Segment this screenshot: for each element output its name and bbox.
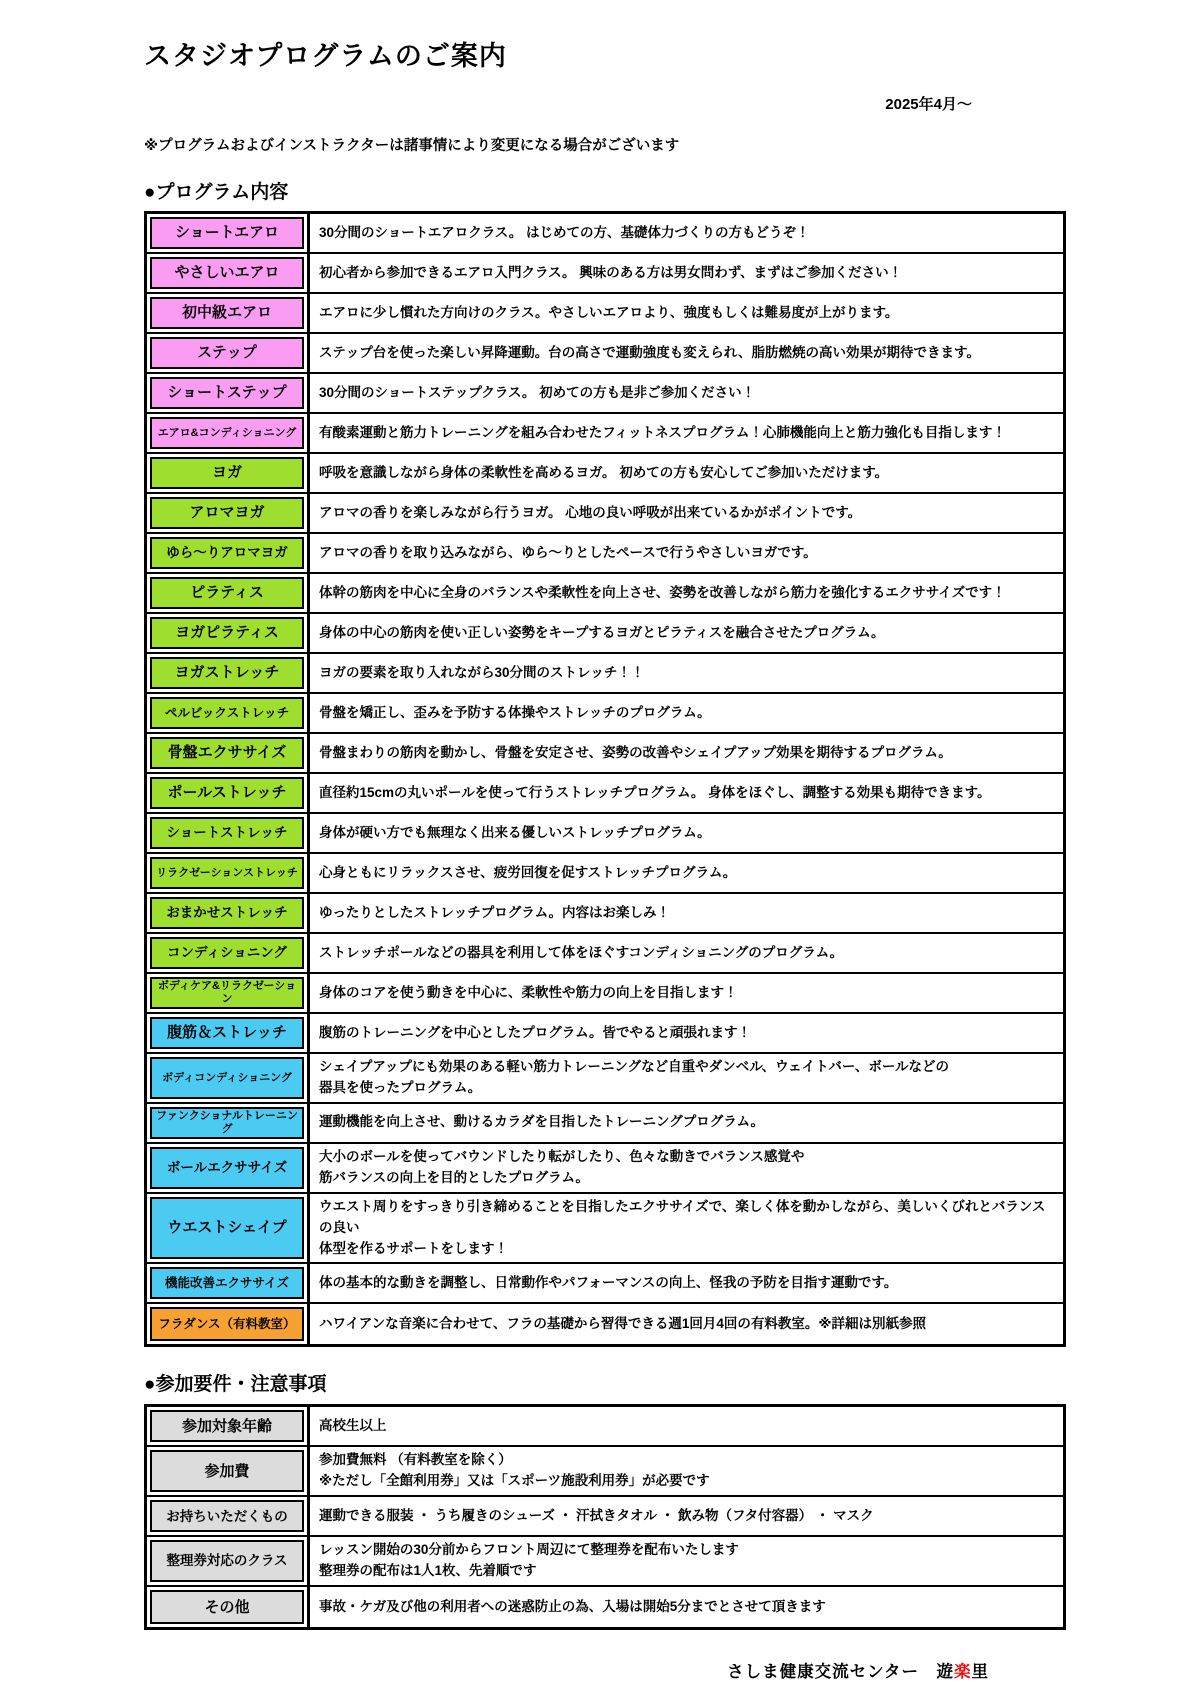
program-row-label-cell bbox=[147, 934, 310, 972]
program-row-label-cell bbox=[147, 1264, 310, 1302]
program-row-description-line: 身体の中心の筋肉を使い正しい姿勢をキープするヨガとピラティスを融合させたプログラム。 bbox=[319, 624, 885, 640]
requirement-row bbox=[147, 1447, 1063, 1497]
facility-name-highlight: 楽 bbox=[954, 1663, 972, 1682]
program-row-label-cell bbox=[147, 654, 310, 692]
program-row bbox=[147, 894, 1063, 934]
requirement-row-description bbox=[310, 1587, 1063, 1627]
program-row-label: 腹筋＆ストレッチ bbox=[150, 1017, 304, 1049]
program-row-description-line: 身体が硬い方でも無理なく出来る優しいストレッチプログラム。 bbox=[319, 824, 711, 840]
program-row-description bbox=[310, 854, 1063, 892]
facility-name bbox=[144, 1658, 989, 1682]
program-row-label: フラダンス（有料教室） bbox=[150, 1307, 304, 1341]
program-row-description-line: 体の基本的な動きを調整し、日常動作やパフォーマンスの向上、怪我の予防を目指す運動です。 bbox=[319, 1274, 898, 1290]
program-row-label: 機能改善エクササイズ bbox=[150, 1267, 304, 1299]
requirement-row-description-line: 高校生以上 bbox=[319, 1417, 387, 1433]
program-row-description-line: 運動機能を向上させ、動けるカラダを目指したトレーニングプログラム。 bbox=[319, 1114, 764, 1130]
program-row-description-line: 骨盤を矯正し、歪みを予防する体操やストレッチのプログラム。 bbox=[319, 704, 711, 720]
program-row-description bbox=[310, 894, 1063, 932]
program-row bbox=[147, 414, 1063, 454]
program-row-description bbox=[310, 334, 1063, 372]
program-row-description bbox=[310, 494, 1063, 532]
facility-name-suffix: 里 bbox=[971, 1663, 989, 1682]
disclaimer-note: ※プログラムおよびインストラクターは諸事情により変更になる場合がございます bbox=[144, 138, 680, 154]
requirement-row-label: 参加費 bbox=[150, 1450, 304, 1492]
program-row bbox=[147, 1194, 1063, 1265]
requirement-row-description-line: レッスン開始の30分前からフロント周辺にて整理券を配布いたします bbox=[319, 1542, 739, 1558]
program-row-label-cell bbox=[147, 814, 310, 852]
program-row-description bbox=[310, 454, 1063, 492]
program-row-description-line: 筋バランスの向上を目的としたプログラム。 bbox=[319, 1169, 589, 1185]
program-row-description-line: 心身ともにリラックスさせ、疲労回復を促すストレッチプログラム。 bbox=[319, 864, 737, 880]
program-row-label-cell bbox=[147, 494, 310, 532]
program-row-label: 初中級エアロ bbox=[150, 297, 304, 329]
requirement-row-label: その他 bbox=[150, 1590, 304, 1624]
program-row-description bbox=[310, 974, 1063, 1012]
program-row-label-cell bbox=[147, 734, 310, 772]
program-row-label-cell bbox=[147, 614, 310, 652]
program-row-label-cell bbox=[147, 214, 310, 252]
program-row-label: ヨガストレッチ bbox=[150, 657, 304, 689]
program-row bbox=[147, 374, 1063, 414]
requirement-row-label: お持ちいただくもの bbox=[150, 1500, 304, 1532]
requirement-row-description-line: 参加費無料 （有料教室を除く） bbox=[319, 1452, 512, 1468]
program-row bbox=[147, 534, 1063, 574]
program-row-description bbox=[310, 1304, 1063, 1344]
program-row-description-line: ハワイアンな音楽に合わせて、フラの基礎から習得できる週1回月4回の有料教室。※詳細は別紙参照 bbox=[319, 1315, 927, 1331]
program-row-label: ショートストレッチ bbox=[150, 817, 304, 849]
requirement-row-label-cell bbox=[147, 1407, 310, 1445]
program-row-label-cell bbox=[147, 1014, 310, 1052]
program-row-label-cell bbox=[147, 454, 310, 492]
program-row bbox=[147, 214, 1063, 254]
page-title: スタジオプログラムのご案内 bbox=[144, 41, 507, 71]
requirement-row bbox=[147, 1497, 1063, 1537]
program-row-label-cell bbox=[147, 254, 310, 292]
program-row-label: ショートステップ bbox=[150, 377, 304, 409]
program-row bbox=[147, 614, 1063, 654]
program-row-description-line: 30分間のショートエアロクラス。 はじめての方、基礎体力づくりの方もどうぞ！ bbox=[319, 224, 810, 240]
program-row-description-line: ゆったりとしたストレッチプログラム。内容はお楽しみ！ bbox=[319, 904, 670, 920]
program-row-label-cell bbox=[147, 534, 310, 572]
program-row-label-cell bbox=[147, 974, 310, 1012]
requirement-row bbox=[147, 1587, 1063, 1627]
program-row-description bbox=[310, 1104, 1063, 1142]
program-row bbox=[147, 454, 1063, 494]
program-row bbox=[147, 1144, 1063, 1194]
effective-date: 2025年4月～ bbox=[885, 96, 972, 113]
program-row bbox=[147, 934, 1063, 974]
program-row-label-cell bbox=[147, 1304, 310, 1344]
requirement-row-description bbox=[310, 1407, 1063, 1445]
program-row-description bbox=[310, 614, 1063, 652]
requirement-row-label-cell bbox=[147, 1447, 310, 1495]
requirement-row-description-line: 事故・ケガ及び他の利用者への迷惑防止の為、入場は開始5分までとさせて頂きます bbox=[319, 1598, 826, 1614]
requirement-row-description-line: ※ただし「全館利用券」又は「スポーツ施設利用券」が必要です bbox=[319, 1473, 710, 1489]
program-row-label: ゆら～りアロマヨガ bbox=[150, 537, 304, 569]
program-row-description-line: 体幹の筋肉を中心に全身のバランスや柔軟性を向上させ、姿勢を改善しながら筋力を強化するエクササイズです！ bbox=[319, 584, 1006, 600]
program-row-label: エアロ&コンディショニング bbox=[150, 417, 304, 449]
program-row-description bbox=[310, 1014, 1063, 1052]
program-row-label: ショートエアロ bbox=[150, 217, 304, 249]
program-row-description bbox=[310, 934, 1063, 972]
program-row-label: ポールストレッチ bbox=[150, 777, 304, 809]
program-row-label: ステップ bbox=[150, 337, 304, 369]
program-row-label: ボディコンディショニング bbox=[150, 1057, 304, 1099]
program-row-description-line: 身体のコアを使う動きを中心に、柔軟性や筋力の向上を目指します！ bbox=[319, 984, 738, 1000]
program-row-description bbox=[310, 694, 1063, 732]
requirement-row bbox=[147, 1537, 1063, 1587]
program-row-description-line: ステップ台を使った楽しい昇降運動。台の高さで運動強度も変えられ、脂肪燃焼の高い効果が期待できます。 bbox=[319, 344, 980, 360]
program-row-label: やさしいエアロ bbox=[150, 257, 304, 289]
program-row bbox=[147, 694, 1063, 734]
program-row-label-cell bbox=[147, 1104, 310, 1142]
program-row-description bbox=[310, 654, 1063, 692]
facility-name-prefix: さしま健康交流センター 遊 bbox=[727, 1663, 954, 1682]
program-row-label-cell bbox=[147, 694, 310, 732]
program-row bbox=[147, 1264, 1063, 1304]
program-row-label: ヨガ bbox=[150, 457, 304, 489]
program-row-description bbox=[310, 574, 1063, 612]
program-row-label: ボディケア&リラクゼーション bbox=[150, 977, 304, 1009]
program-row bbox=[147, 1304, 1063, 1344]
program-row-label: ピラティス bbox=[150, 577, 304, 609]
program-row-description-line: ヨガの要素を取り入れながら30分間のストレッチ！！ bbox=[319, 664, 645, 680]
program-row-description bbox=[310, 1194, 1063, 1263]
program-row bbox=[147, 814, 1063, 854]
program-row bbox=[147, 774, 1063, 814]
program-row-description-line: 器具を使ったプログラム。 bbox=[319, 1079, 482, 1095]
program-row-description bbox=[310, 214, 1063, 252]
program-row-label: ファンクショナルトレーニング bbox=[150, 1107, 304, 1139]
program-row-label-cell bbox=[147, 414, 310, 452]
requirement-row-description-line: 運動できる服装 ・ うち履きのシューズ ・ 汗拭きタオル ・ 飲み物（フタ付容器） ・ マスク bbox=[319, 1507, 874, 1523]
program-row-label: ヨガピラティス bbox=[150, 617, 304, 649]
program-row-description-line: 体型を作るサポートをします！ bbox=[319, 1240, 508, 1256]
program-row-description-line: ウエスト周りをすっきり引き締めることを目指したエクササイズで、楽しく体を動かしながら、美しいくびれとバランスの良い bbox=[319, 1198, 1046, 1235]
program-row-description-line: 骨盤まわりの筋肉を動かし、骨盤を安定させ、姿勢の改善やシェイプアップ効果を期待するプログラム。 bbox=[319, 744, 952, 760]
program-row bbox=[147, 974, 1063, 1014]
program-row-description bbox=[310, 414, 1063, 452]
requirements-section-heading: ●参加要件・注意事項 bbox=[144, 1374, 327, 1396]
program-row-label-cell bbox=[147, 294, 310, 332]
requirement-row-label-cell bbox=[147, 1537, 310, 1585]
program-row-description bbox=[310, 1264, 1063, 1302]
program-row-description bbox=[310, 1054, 1063, 1102]
program-row-label: アロマヨガ bbox=[150, 497, 304, 529]
program-row-label-cell bbox=[147, 854, 310, 892]
program-row bbox=[147, 494, 1063, 534]
program-row bbox=[147, 854, 1063, 894]
program-row-label-cell bbox=[147, 374, 310, 412]
program-row-description-line: ストレッチポールなどの器具を利用して体をほぐすコンディショニングのプログラム。 bbox=[319, 944, 844, 960]
program-row-description bbox=[310, 814, 1063, 852]
program-row-description-line: 有酸素運動と筋力トレーニングを組み合わせたフィットネスプログラム！心肺機能向上と筋力強化も目指します！ bbox=[319, 424, 1006, 440]
program-row-label: 骨盤エクササイズ bbox=[150, 737, 304, 769]
requirement-row-label: 参加対象年齢 bbox=[150, 1410, 304, 1442]
program-row bbox=[147, 254, 1063, 294]
requirement-row-label: 整理券対応のクラス bbox=[150, 1540, 304, 1582]
program-row-description bbox=[310, 774, 1063, 812]
program-row-description bbox=[310, 734, 1063, 772]
program-row-description-line: 呼吸を意識しながら身体の柔軟性を高めるヨガ。 初めての方も安心してご参加いただけます。 bbox=[319, 464, 889, 480]
program-row-description-line: エアロに少し慣れた方向けのクラス。やさしいエアロより、強度もしくは難易度が上がります。 bbox=[319, 304, 899, 320]
requirement-row-description bbox=[310, 1537, 1063, 1585]
program-row bbox=[147, 294, 1063, 334]
program-row-label-cell bbox=[147, 1054, 310, 1102]
program-row-description-line: アロマの香りを楽しみながら行うヨガ。 心地の良い呼吸が出来ているかがポイントです。 bbox=[319, 504, 862, 520]
requirement-row-description-line: 整理券の配布は1人1枚、先着順です bbox=[319, 1563, 537, 1579]
program-row-description bbox=[310, 254, 1063, 292]
program-row bbox=[147, 1014, 1063, 1054]
requirement-row bbox=[147, 1407, 1063, 1447]
program-row-description-line: 大小のボールを使ってバウンドしたり転がしたり、色々な動きでバランス感覚や bbox=[319, 1148, 805, 1164]
program-table bbox=[144, 211, 1066, 1347]
requirements-table bbox=[144, 1404, 1066, 1630]
program-row-description bbox=[310, 294, 1063, 332]
requirement-row-label-cell bbox=[147, 1497, 310, 1535]
program-row-description bbox=[310, 374, 1063, 412]
requirement-row-label-cell bbox=[147, 1587, 310, 1627]
program-row-label: おまかせストレッチ bbox=[150, 897, 304, 929]
program-row bbox=[147, 334, 1063, 374]
program-row bbox=[147, 654, 1063, 694]
program-row-label: ボールエクササイズ bbox=[150, 1147, 304, 1189]
program-row bbox=[147, 734, 1063, 774]
program-row-description bbox=[310, 534, 1063, 572]
requirement-row-description bbox=[310, 1447, 1063, 1495]
program-row-label-cell bbox=[147, 894, 310, 932]
program-row-label: ウエストシェイプ bbox=[150, 1197, 304, 1260]
program-row-description-line: アロマの香りを取り込みながら、ゆら～りとしたペースで行うやさしいヨガです。 bbox=[319, 544, 817, 560]
program-row-description-line: シェイプアップにも効果のある軽い筋力トレーニングなど自重やダンベル、ウェイトバー、ボールなどの bbox=[319, 1059, 950, 1074]
program-row-label-cell bbox=[147, 1144, 310, 1192]
program-row-label-cell bbox=[147, 1194, 310, 1263]
program-row-label: ペルビックストレッチ bbox=[150, 697, 304, 729]
program-row-label-cell bbox=[147, 574, 310, 612]
program-row bbox=[147, 1104, 1063, 1144]
program-row-description-line: 直径約15cmの丸いポールを使って行うストレッチプログラム。 身体をほぐし、調整する効果も期待できます。 bbox=[319, 784, 991, 800]
program-row-description-line: 腹筋のトレーニングを中心としたプログラム。皆でやると頑張れます！ bbox=[319, 1024, 751, 1040]
program-row-label: コンディショニング bbox=[150, 937, 304, 969]
program-row-label: リラクゼーションストレッチ bbox=[150, 857, 304, 889]
program-row-label-cell bbox=[147, 774, 310, 812]
program-row-label-cell bbox=[147, 334, 310, 372]
program-row bbox=[147, 574, 1063, 614]
program-row-description-line: 初心者から参加できるエアロ入門クラス。 興味のある方は男女問わず、まずはご参加ください！ bbox=[319, 264, 903, 280]
program-row bbox=[147, 1054, 1063, 1104]
program-row-description bbox=[310, 1144, 1063, 1192]
programs-section-heading: ●プログラム内容 bbox=[144, 182, 289, 203]
requirement-row-description bbox=[310, 1497, 1063, 1535]
program-row-description-line: 30分間のショートステップクラス。 初めての方も是非ご参加ください！ bbox=[319, 384, 756, 400]
